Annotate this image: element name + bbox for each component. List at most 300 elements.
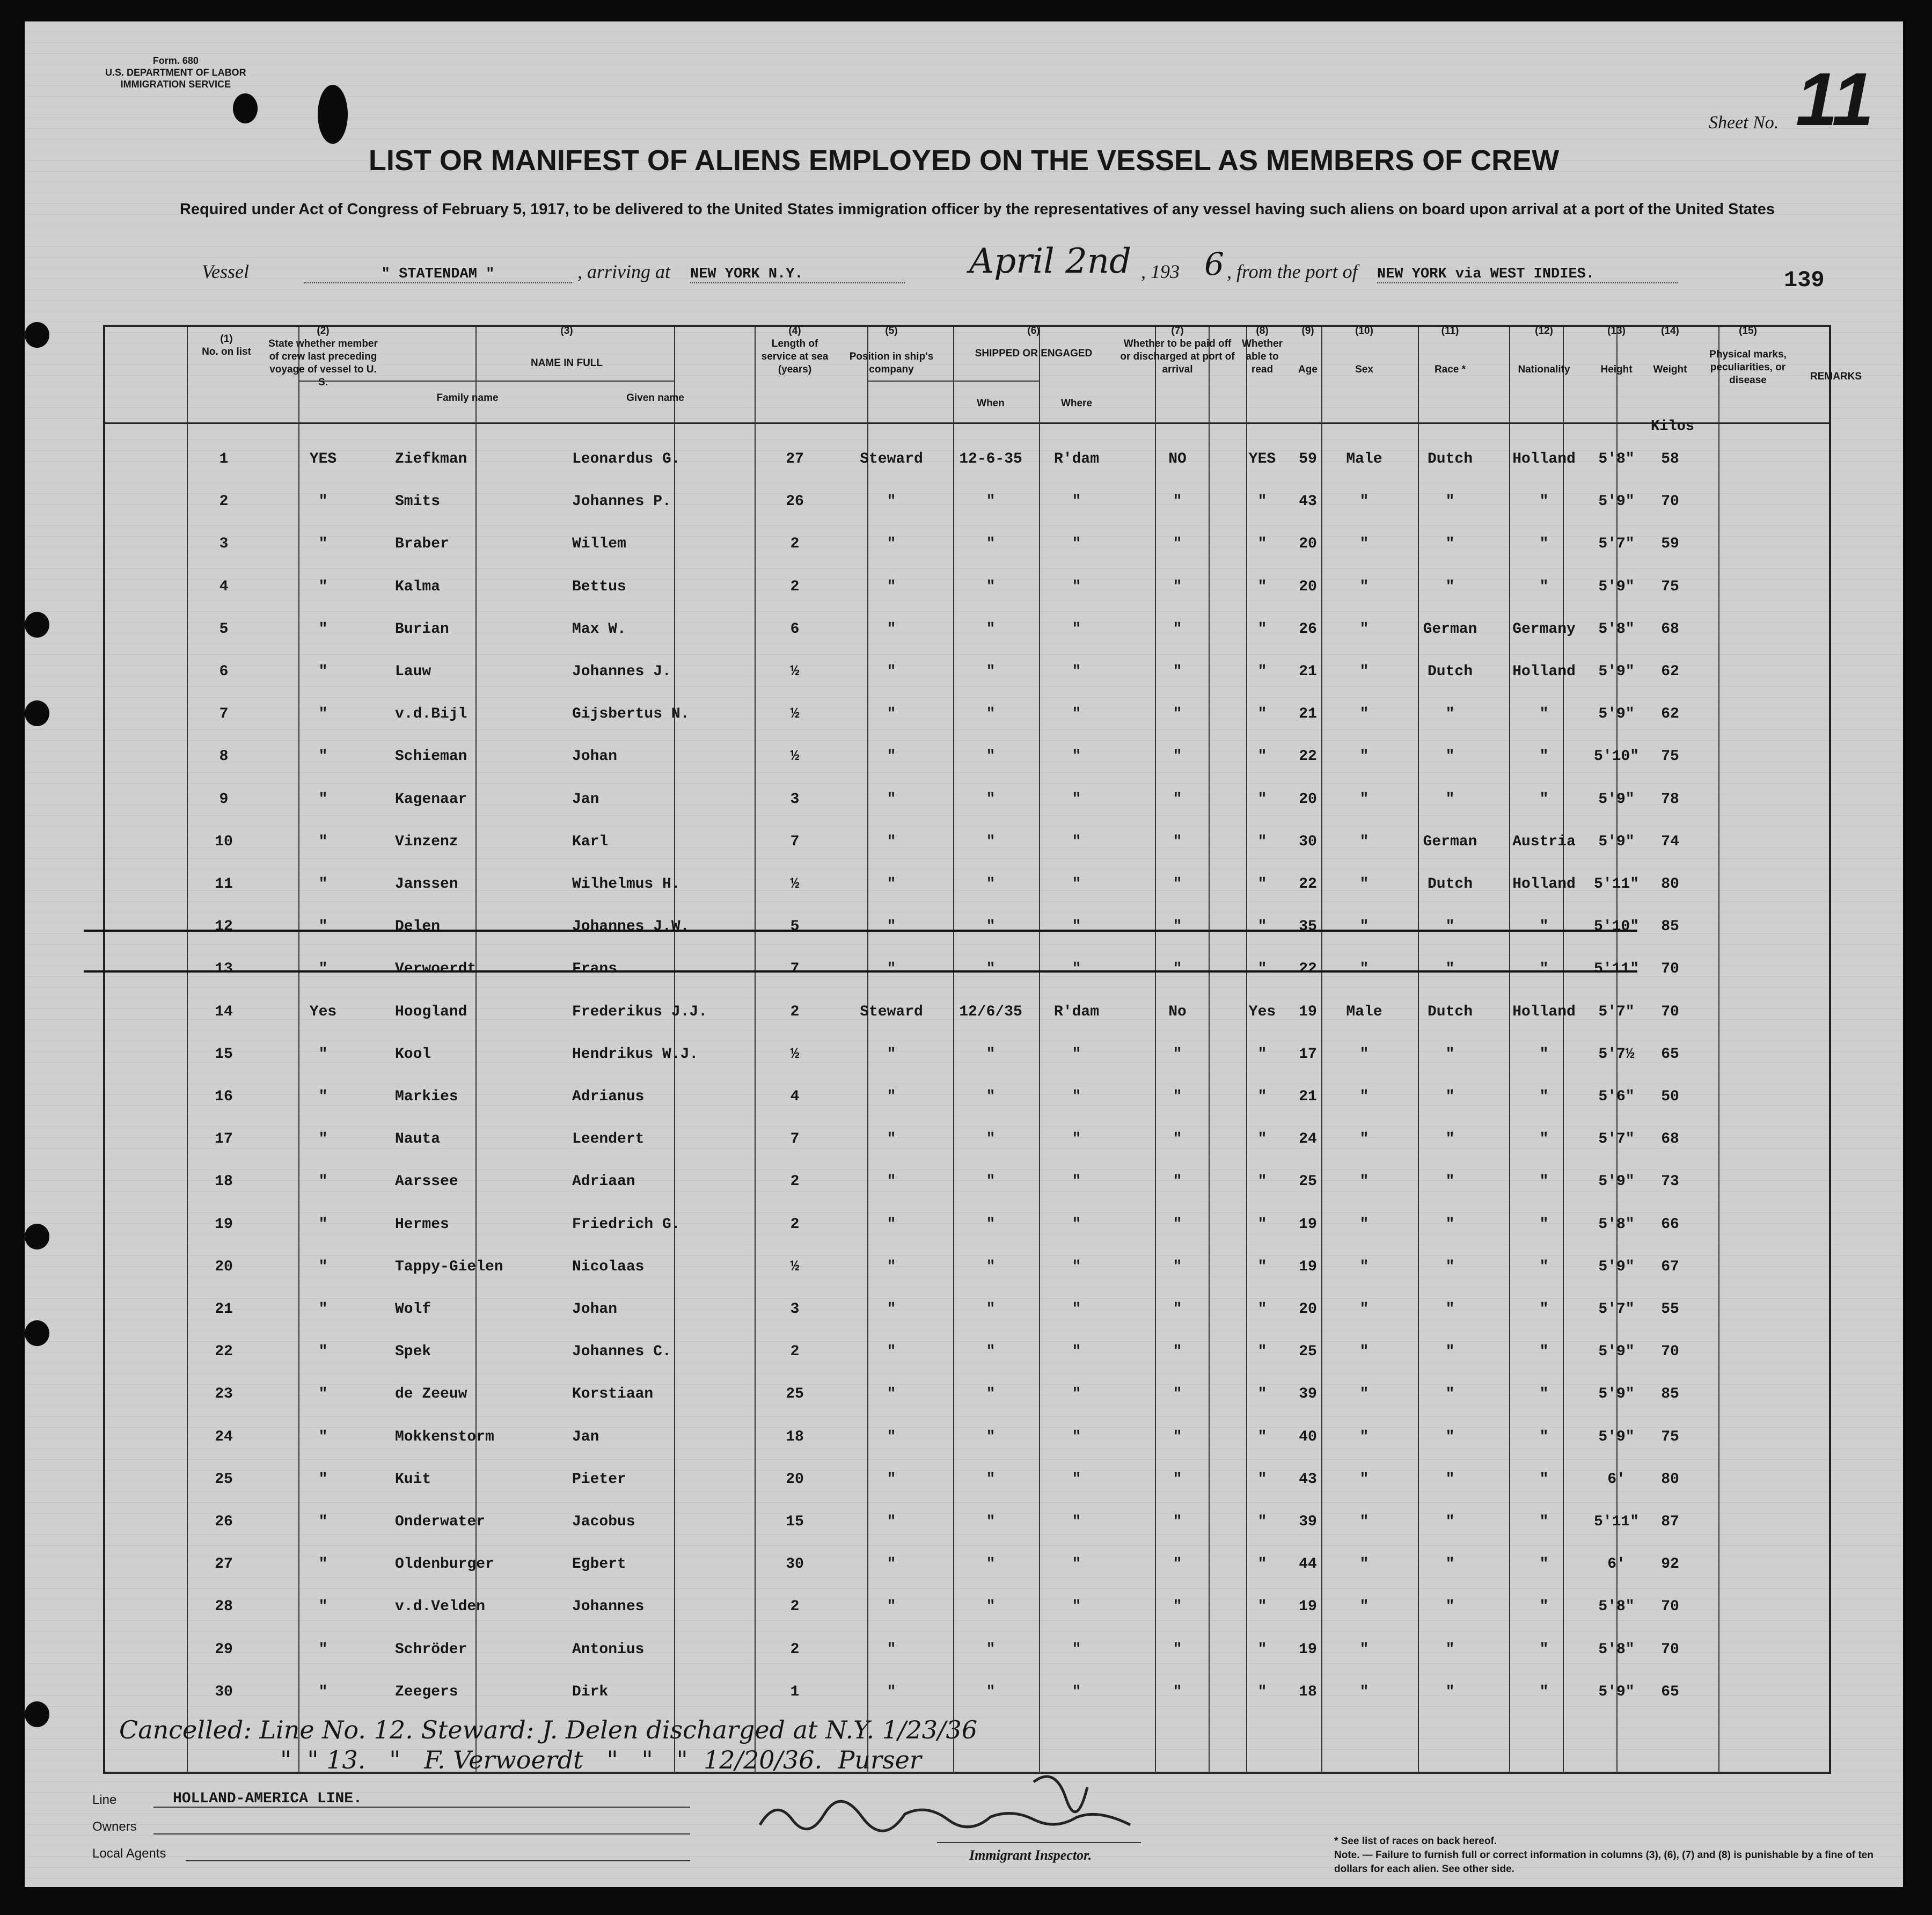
row-can-read: " (1257, 1258, 1267, 1275)
row-can-read: Yes (1248, 1003, 1276, 1020)
row-given-name: Gijsbertus N. (572, 706, 690, 723)
row-weight: 55 (1661, 1301, 1679, 1318)
row-prev-voyage: " (318, 961, 328, 978)
row-height: 5'9" (1598, 791, 1635, 808)
row-sex: " (1359, 1216, 1369, 1233)
row-number: 30 (215, 1683, 233, 1700)
row-prev-voyage: " (318, 1428, 328, 1445)
row-nationality: " (1539, 1258, 1549, 1275)
row-sex: " (1359, 536, 1369, 553)
row-height: 5'9" (1598, 578, 1635, 595)
row-number: 4 (219, 578, 229, 595)
row-race: " (1445, 1173, 1455, 1190)
row-nationality: " (1539, 1301, 1549, 1318)
row-where: " (1072, 791, 1081, 808)
row-where: " (1072, 1173, 1081, 1190)
row-height: 5'11" (1593, 1514, 1639, 1530)
row-height: 5'9" (1598, 1386, 1635, 1403)
row-position: " (887, 748, 896, 765)
strikethrough-line-12 (84, 930, 1637, 932)
row-paid-off: " (1173, 1683, 1182, 1700)
row-service: 5 (790, 918, 800, 935)
row-race: German (1423, 620, 1477, 638)
row-where: " (1072, 1514, 1081, 1530)
row-nationality: " (1539, 1386, 1549, 1403)
form-number: Form. 680 (152, 55, 199, 66)
row-family-name: Schieman (395, 748, 467, 765)
row-height: 5'7" (1598, 1301, 1635, 1318)
row-can-read: " (1257, 748, 1267, 765)
row-weight: 68 (1661, 1131, 1679, 1148)
row-family-name: Verwoerdt (395, 961, 477, 978)
col-where-header: Where (1060, 398, 1093, 409)
row-position: " (887, 833, 896, 850)
row-service: ½ (790, 748, 800, 765)
row-given-name: Leonardus G. (572, 451, 680, 467)
row-service: 2 (790, 1343, 800, 1361)
row-when: " (986, 620, 996, 638)
row-service: ½ (790, 1258, 800, 1275)
row-can-read: " (1257, 833, 1267, 850)
row-height: 5'10" (1593, 918, 1639, 935)
row-race: " (1445, 1683, 1455, 1700)
row-family-name: Onderwater (395, 1514, 486, 1530)
row-when: " (986, 961, 996, 978)
row-weight: 50 (1661, 1088, 1679, 1105)
row-sex: " (1359, 663, 1369, 680)
footnotes (1334, 1834, 1903, 1876)
row-when: " (986, 791, 996, 808)
row-nationality: " (1539, 1598, 1549, 1616)
punch-hole (25, 1224, 49, 1249)
row-when: " (986, 1046, 996, 1063)
row-nationality: " (1539, 748, 1549, 765)
row-when: " (986, 1173, 996, 1190)
row-nationality: " (1539, 1428, 1549, 1445)
row-race: " (1445, 1386, 1455, 1403)
row-given-name: Leendert (572, 1131, 645, 1148)
row-sex: " (1359, 1598, 1369, 1616)
manifest-sheet (25, 21, 1903, 1887)
row-race: " (1445, 1343, 1455, 1361)
row-race: " (1445, 1301, 1455, 1318)
row-position: " (887, 1514, 896, 1530)
row-number: 6 (219, 663, 229, 680)
row-height: 5'9" (1598, 1173, 1635, 1190)
row-family-name: Braber (395, 536, 449, 553)
col-service-header: (4) Length of service at sea (years) (761, 325, 829, 375)
row-given-name: Adriaan (572, 1173, 635, 1190)
row-age: 39 (1299, 1386, 1317, 1403)
row-age: 26 (1299, 620, 1317, 638)
row-family-name: Zeegers (395, 1683, 458, 1700)
punch-hole (25, 612, 49, 638)
column-divider (1718, 327, 1719, 1772)
row-paid-off: " (1173, 918, 1182, 935)
row-paid-off: " (1173, 961, 1182, 978)
row-family-name: Mokkenstorm (395, 1428, 494, 1445)
row-paid-off: NO (1168, 451, 1187, 467)
row-paid-off: " (1173, 493, 1182, 510)
row-height: 5'9" (1598, 1258, 1635, 1275)
row-age: 43 (1299, 1471, 1317, 1488)
row-can-read: " (1257, 1131, 1267, 1148)
row-sex: " (1359, 1046, 1369, 1063)
col-age-header: (9) Age (1298, 325, 1318, 375)
row-number: 15 (215, 1046, 233, 1063)
row-family-name: Markies (395, 1088, 458, 1105)
sheet-number: 11 (1796, 57, 1874, 141)
sheet-stamp: 139 (1784, 267, 1825, 293)
row-given-name: Johannes (572, 1598, 645, 1616)
row-position: " (887, 536, 896, 553)
row-service: 2 (790, 1003, 800, 1020)
col-sex-header: (10) Sex (1355, 325, 1373, 375)
row-prev-voyage: " (318, 1683, 328, 1700)
row-number: 26 (215, 1514, 233, 1530)
row-prev-voyage: " (318, 493, 328, 510)
row-sex: " (1359, 1088, 1369, 1105)
row-family-name: v.d.Velden (395, 1598, 486, 1616)
row-sex: " (1359, 748, 1369, 765)
row-sex: " (1359, 1173, 1369, 1190)
row-family-name: v.d.Bijl (395, 706, 467, 723)
row-number: 24 (215, 1428, 233, 1445)
row-paid-off: " (1173, 1641, 1182, 1658)
row-where: " (1072, 620, 1081, 638)
row-given-name: Pieter (572, 1471, 626, 1488)
arrival-port: NEW YORK N.Y. (690, 266, 905, 283)
row-position: " (887, 578, 896, 595)
row-weight: 58 (1661, 451, 1679, 467)
row-sex: " (1359, 876, 1369, 893)
col-race-header: (11) Race * (1434, 325, 1466, 375)
row-when: " (986, 1598, 996, 1616)
row-paid-off: " (1173, 620, 1182, 638)
row-prev-voyage: " (318, 1343, 328, 1361)
col-prev-voyage-header: (2) State whether member of crew last preceding voyage of vessel to U. S. (268, 325, 378, 388)
row-race: " (1445, 706, 1455, 723)
row-given-name: Frans (572, 961, 618, 978)
row-when: " (986, 1216, 996, 1233)
row-age: 18 (1299, 1683, 1317, 1700)
row-paid-off: " (1173, 663, 1182, 680)
row-weight: 66 (1661, 1216, 1679, 1233)
row-family-name: Kuit (395, 1471, 431, 1488)
row-age: 20 (1299, 791, 1317, 808)
row-position: " (887, 620, 896, 638)
row-paid-off: " (1173, 1598, 1182, 1616)
row-given-name: Johan (572, 748, 618, 765)
row-position: " (887, 493, 896, 510)
row-family-name: Oldenburger (395, 1556, 494, 1573)
row-family-name: Schröder (395, 1641, 467, 1658)
row-nationality: " (1539, 1471, 1549, 1488)
row-height: 5'7" (1598, 536, 1635, 553)
row-height: 6' (1607, 1471, 1626, 1488)
row-where: " (1072, 663, 1081, 680)
row-position: Steward (860, 1003, 923, 1020)
row-weight: 80 (1661, 876, 1679, 893)
row-age: 19 (1299, 1258, 1317, 1275)
row-given-name: Jan (572, 1428, 599, 1445)
row-can-read: " (1257, 1683, 1267, 1700)
row-can-read: " (1257, 876, 1267, 893)
row-paid-off: " (1173, 1343, 1182, 1361)
row-height: 5'9" (1598, 1428, 1635, 1445)
row-prev-voyage: " (318, 1173, 328, 1190)
row-given-name: Johannes P. (572, 493, 671, 510)
row-sex: " (1359, 1428, 1369, 1445)
row-nationality: " (1539, 961, 1549, 978)
row-number: 19 (215, 1216, 233, 1233)
row-service: ½ (790, 876, 800, 893)
row-position: " (887, 918, 896, 935)
manifest-subtitle: Required under Act of Congress of February 5, 1917, to be delivered to the United States immigration officer by the representatives of any vessel having such aliens on board upon arrival at a port of the United States (179, 201, 1775, 218)
row-given-name: Jacobus (572, 1514, 635, 1530)
from-label: , from the port of (1227, 261, 1358, 282)
row-weight: 92 (1661, 1556, 1679, 1573)
col-paid-header: (7) Whether to be paid off or discharged at port of arrival (1120, 325, 1235, 375)
row-service: 4 (790, 1088, 800, 1105)
row-service: 2 (790, 536, 800, 553)
row-service: 2 (790, 1173, 800, 1190)
row-height: 6' (1607, 1556, 1626, 1573)
row-paid-off: " (1173, 1173, 1182, 1190)
row-sex: " (1359, 1641, 1369, 1658)
row-prev-voyage: " (318, 1471, 328, 1488)
row-race: " (1445, 493, 1455, 510)
row-position: " (887, 1343, 896, 1361)
row-sex: " (1359, 620, 1369, 638)
row-number: 10 (215, 833, 233, 850)
col-position-header: (5) Position in ship's company (849, 325, 934, 375)
row-family-name: Ziefkman (395, 451, 467, 467)
row-paid-off: " (1173, 876, 1182, 893)
row-age: 30 (1299, 833, 1317, 850)
row-paid-off: " (1173, 706, 1182, 723)
row-nationality: " (1539, 493, 1549, 510)
row-when: " (986, 1131, 996, 1148)
row-height: 5'9" (1598, 493, 1635, 510)
line-value: HOLLAND-AMERICA LINE. (173, 1790, 362, 1807)
row-can-read: " (1257, 620, 1267, 638)
row-weight: 65 (1661, 1046, 1679, 1063)
row-where: " (1072, 748, 1081, 765)
row-sex: " (1359, 1514, 1369, 1530)
row-number: 2 (219, 493, 229, 510)
row-weight: 67 (1661, 1258, 1679, 1275)
row-prev-voyage: " (318, 1514, 328, 1530)
row-position: " (887, 1386, 896, 1403)
row-height: 5'6" (1598, 1088, 1635, 1105)
row-position: Steward (860, 451, 923, 467)
row-age: 39 (1299, 1514, 1317, 1530)
row-service: 27 (786, 451, 804, 467)
row-age: 19 (1299, 1003, 1317, 1020)
row-sex: " (1359, 1258, 1369, 1275)
row-service: 25 (786, 1386, 804, 1403)
row-sex: " (1359, 833, 1369, 850)
row-service: 2 (790, 1598, 800, 1616)
row-race: Dutch (1427, 663, 1473, 680)
row-age: 19 (1299, 1598, 1317, 1616)
row-given-name: Nicolaas (572, 1258, 645, 1275)
row-when: " (986, 876, 996, 893)
row-age: 22 (1299, 748, 1317, 765)
row-service: ½ (790, 706, 800, 723)
row-can-read: " (1257, 1428, 1267, 1445)
row-service: ½ (790, 663, 800, 680)
owners-rule (153, 1833, 690, 1834)
col-marks-header: (15) Physical marks, peculiarities, or disease (1709, 325, 1787, 386)
row-number: 11 (215, 876, 233, 893)
row-position: " (887, 1428, 896, 1445)
row-sex: " (1359, 1343, 1369, 1361)
row-paid-off: " (1173, 833, 1182, 850)
row-where: " (1072, 1428, 1081, 1445)
row-position: " (887, 1683, 896, 1700)
row-race: Dutch (1427, 876, 1473, 893)
row-prev-voyage: " (318, 578, 328, 595)
row-paid-off: " (1173, 1301, 1182, 1318)
row-prev-voyage: " (318, 833, 328, 850)
row-age: 17 (1299, 1046, 1317, 1063)
row-height: 5'9" (1598, 663, 1635, 680)
row-family-name: Kalma (395, 578, 441, 595)
col-no-header: (1) No. on list (202, 333, 251, 357)
row-where: " (1072, 1343, 1081, 1361)
line-label: Line (92, 1793, 117, 1807)
row-service: 2 (790, 1216, 800, 1233)
row-given-name: Bettus (572, 578, 626, 595)
row-when: " (986, 578, 996, 595)
cancel-line-1: Cancelled: Line No. 12. Steward: J. Delen discharged at N.Y. 1/23/36 (119, 1715, 978, 1744)
row-nationality: " (1539, 791, 1549, 808)
row-where: " (1072, 1088, 1081, 1105)
row-family-name: Vinzenz (395, 833, 458, 850)
punch-hole (25, 700, 49, 726)
row-weight: 78 (1661, 791, 1679, 808)
row-race: " (1445, 918, 1455, 935)
row-prev-voyage: " (318, 536, 328, 553)
row-can-read: " (1257, 1598, 1267, 1616)
col-when-header: When (977, 398, 1005, 409)
row-height: 5'9" (1598, 706, 1635, 723)
col-given-header: Given name (626, 392, 684, 404)
row-can-read: " (1257, 1514, 1267, 1530)
row-position: " (887, 1216, 896, 1233)
row-paid-off: " (1173, 1216, 1182, 1233)
row-nationality: " (1539, 536, 1549, 553)
row-race: " (1445, 1428, 1455, 1445)
row-paid-off: " (1173, 1428, 1182, 1445)
row-height: 5'8" (1598, 620, 1635, 638)
row-given-name: Hendrikus W.J. (572, 1046, 699, 1063)
inspector-rule (937, 1842, 1141, 1843)
row-can-read: " (1257, 1173, 1267, 1190)
row-nationality: " (1539, 1514, 1549, 1530)
row-when: " (986, 1428, 996, 1445)
row-age: 21 (1299, 1088, 1317, 1105)
row-number: 27 (215, 1556, 233, 1573)
row-weight: 70 (1661, 1641, 1679, 1658)
row-height: 5'8" (1598, 1641, 1635, 1658)
row-service: 7 (790, 1131, 800, 1148)
row-where: " (1072, 1641, 1081, 1658)
strikethrough-line-13 (84, 970, 1637, 973)
row-where: " (1072, 578, 1081, 595)
row-number: 1 (219, 451, 229, 467)
row-family-name: Aarssee (395, 1173, 458, 1190)
row-height: 5'7½ (1598, 1046, 1635, 1063)
row-age: 24 (1299, 1131, 1317, 1148)
row-given-name: Friedrich G. (572, 1216, 680, 1233)
row-where: " (1072, 1131, 1081, 1148)
row-where: " (1072, 536, 1081, 553)
row-sex: " (1359, 1131, 1369, 1148)
row-race: " (1445, 1514, 1455, 1530)
row-service: 3 (790, 791, 800, 808)
row-paid-off: " (1173, 1514, 1182, 1530)
row-service: ½ (790, 1046, 800, 1063)
row-can-read: " (1257, 578, 1267, 595)
row-prev-voyage: " (318, 1598, 328, 1616)
row-sex: " (1359, 578, 1369, 595)
row-where: " (1072, 876, 1081, 893)
row-prev-voyage: " (318, 1301, 328, 1318)
row-service: 6 (790, 620, 800, 638)
row-given-name: Adrianus (572, 1088, 645, 1105)
row-race: Dutch (1427, 451, 1473, 467)
row-race: " (1445, 1471, 1455, 1488)
row-weight: 74 (1661, 833, 1679, 850)
row-race: " (1445, 791, 1455, 808)
row-age: 35 (1299, 918, 1317, 935)
row-prev-voyage: " (318, 1131, 328, 1148)
row-position: " (887, 1131, 896, 1148)
col-read-header: (8) Whether able to read (1242, 325, 1283, 375)
col-remarks-header: REMARKS (1810, 371, 1862, 382)
row-where: " (1072, 833, 1081, 850)
row-service: 3 (790, 1301, 800, 1318)
row-sex: " (1359, 1556, 1369, 1573)
row-prev-voyage: " (318, 706, 328, 723)
row-position: " (887, 1598, 896, 1616)
row-prev-voyage: " (318, 791, 328, 808)
row-when: " (986, 1258, 996, 1275)
row-weight: 73 (1661, 1173, 1679, 1190)
row-given-name: Antonius (572, 1641, 645, 1658)
row-family-name: de Zeeuw (395, 1386, 467, 1403)
row-height: 5'8" (1598, 1216, 1635, 1233)
row-when: " (986, 748, 996, 765)
row-when: " (986, 1386, 996, 1403)
row-sex: " (1359, 706, 1369, 723)
row-race: " (1445, 1598, 1455, 1616)
row-age: 44 (1299, 1556, 1317, 1573)
row-where: " (1072, 1301, 1081, 1318)
row-can-read: " (1257, 706, 1267, 723)
col-family-header: Family name (436, 392, 499, 404)
agents-rule (186, 1860, 690, 1861)
row-sex: " (1359, 961, 1369, 978)
ink-blot (233, 93, 258, 123)
from-port: NEW YORK via WEST INDIES. (1377, 266, 1678, 283)
cancel-line-2: " " 13. " F. Verwoerdt " " " 12/20/36. Purser (280, 1745, 921, 1774)
row-weight: 75 (1661, 1428, 1679, 1445)
row-age: 21 (1299, 706, 1317, 723)
